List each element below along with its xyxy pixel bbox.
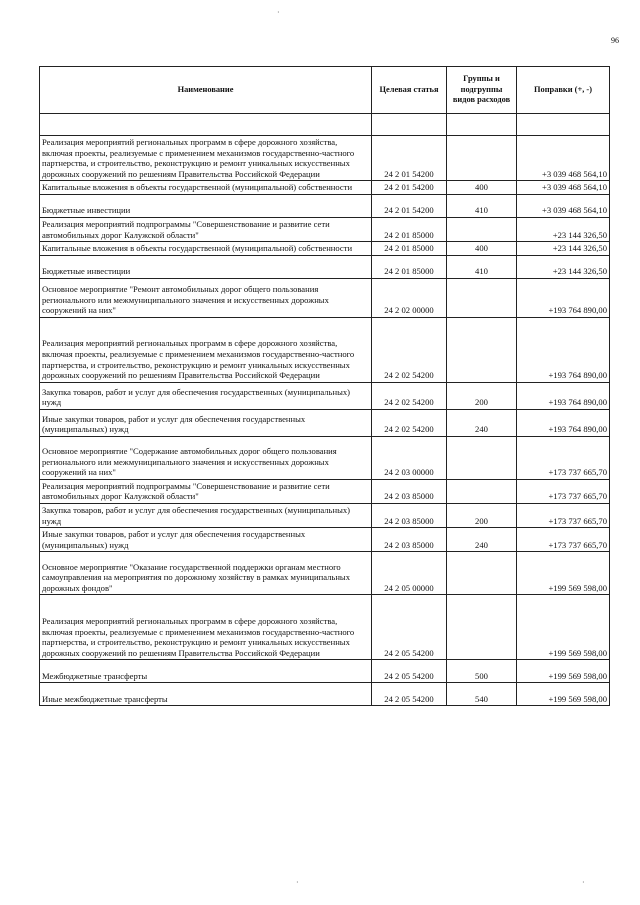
row-group bbox=[447, 595, 517, 660]
header-name: Наименование bbox=[40, 67, 372, 114]
row-group bbox=[447, 136, 517, 181]
table-row bbox=[40, 382, 610, 409]
row-group: 240 bbox=[447, 528, 517, 552]
row-code: 24 2 01 85000 bbox=[372, 242, 447, 256]
row-amount: +173 737 665,70 bbox=[517, 479, 610, 503]
table-row bbox=[40, 194, 610, 217]
header-group: Группы и подгруппы видов расходов bbox=[447, 67, 517, 114]
row-amount: +199 569 598,00 bbox=[517, 683, 610, 706]
row-amount: +173 737 665,70 bbox=[517, 503, 610, 527]
row-name: Капитальные вложения в объекты государственной (муниципальной) собственности bbox=[40, 242, 372, 256]
table-row bbox=[40, 528, 610, 552]
row-amount: +199 569 598,00 bbox=[517, 660, 610, 683]
table-row bbox=[40, 278, 610, 317]
row-code: 24 2 05 54200 bbox=[372, 683, 447, 706]
row-code: 24 2 03 85000 bbox=[372, 479, 447, 503]
row-group bbox=[447, 436, 517, 479]
table-row bbox=[40, 552, 610, 595]
table-row bbox=[40, 255, 610, 278]
row-code: 24 2 02 54200 bbox=[372, 409, 447, 436]
row-code: 24 2 01 54200 bbox=[372, 181, 447, 195]
header-amount: Поправки (+, -) bbox=[517, 67, 610, 114]
table-row bbox=[40, 503, 610, 527]
row-group bbox=[447, 317, 517, 382]
row-name: Капитальные вложения в объекты государственной (муниципальной) собственности bbox=[40, 181, 372, 195]
row-group: 540 bbox=[447, 683, 517, 706]
row-code: 24 2 03 85000 bbox=[372, 528, 447, 552]
table-row bbox=[40, 136, 610, 181]
row-amount: +199 569 598,00 bbox=[517, 552, 610, 595]
row-code: 24 2 05 54200 bbox=[372, 595, 447, 660]
row-name: Иные закупки товаров, работ и услуг для обеспечения государственных (муниципальных) нужд bbox=[40, 409, 372, 436]
table-row bbox=[40, 317, 610, 382]
row-amount: +199 569 598,00 bbox=[517, 595, 610, 660]
row-amount: +193 764 890,00 bbox=[517, 317, 610, 382]
row-code: 24 2 02 00000 bbox=[372, 278, 447, 317]
row-name: Реализация мероприятий региональных программ в сфере дорожного хозяйства, включая проекты, реализуемые с применением механизмов государственно-частного партнерства, и строительство, реконструкцию и ремонт уникальных искусственных дорожных сооружений по решениям Правительства Российской Федерации bbox=[40, 136, 372, 181]
table-row bbox=[40, 683, 610, 706]
table-row bbox=[40, 181, 610, 195]
row-code: 24 2 05 00000 bbox=[372, 552, 447, 595]
row-code: 24 2 02 54200 bbox=[372, 317, 447, 382]
row-amount: +193 764 890,00 bbox=[517, 382, 610, 409]
table-row bbox=[40, 242, 610, 256]
row-name: Реализация мероприятий региональных программ в сфере дорожного хозяйства, включая проекты, реализуемые с применением механизмов государственно-частного партнерства, и строительство, реконструкцию и ремонт уникальных искусственных дорожных сооружений по решениям Правительства Российской Федерации bbox=[40, 595, 372, 660]
row-name: Бюджетные инвестиции bbox=[40, 194, 372, 217]
row-name: Бюджетные инвестиции bbox=[40, 255, 372, 278]
row-name: Реализация мероприятий подпрограммы "Совершенствование и развитие сети автомобильных дорог Калужской области" bbox=[40, 479, 372, 503]
row-name: Реализация мероприятий региональных программ в сфере дорожного хозяйства, включая проекты, реализуемые с применением механизмов государственно-частного партнерства, и строительство, реконструкцию и ремонт уникальных искусственных дорожных сооружений по решениям Правительства Российской Федерации bbox=[40, 317, 372, 382]
row-code: 24 2 01 85000 bbox=[372, 217, 447, 241]
row-group: 200 bbox=[447, 382, 517, 409]
row-amount: +23 144 326,50 bbox=[517, 217, 610, 241]
row-amount: +23 144 326,50 bbox=[517, 255, 610, 278]
row-group: 240 bbox=[447, 409, 517, 436]
row-group: 200 bbox=[447, 503, 517, 527]
row-name: Основное мероприятие "Ремонт автомобильных дорог общего пользования регионального или межмуниципального значения и искусственных дорожных сооружений на них" bbox=[40, 278, 372, 317]
table-header-row bbox=[40, 67, 610, 114]
row-amount: +193 764 890,00 bbox=[517, 409, 610, 436]
row-name: Реализация мероприятий подпрограммы "Совершенствование и развитие сети автомобильных дорог Калужской области" bbox=[40, 217, 372, 241]
row-group bbox=[447, 479, 517, 503]
table-row bbox=[40, 436, 610, 479]
row-group: 400 bbox=[447, 242, 517, 256]
row-name: Закупка товаров, работ и услуг для обеспечения государственных (муниципальных) нужд bbox=[40, 382, 372, 409]
row-amount: +173 737 665,70 bbox=[517, 436, 610, 479]
row-name: Иные закупки товаров, работ и услуг для обеспечения государственных (муниципальных) нужд bbox=[40, 528, 372, 552]
row-code: 24 2 01 54200 bbox=[372, 194, 447, 217]
row-group bbox=[447, 278, 517, 317]
header-code: Целевая статья bbox=[372, 67, 447, 114]
row-code: 24 2 01 85000 bbox=[372, 255, 447, 278]
row-name: Закупка товаров, работ и услуг для обеспечения государственных (муниципальных) нужд bbox=[40, 503, 372, 527]
row-code: 24 2 03 00000 bbox=[372, 436, 447, 479]
row-name: Межбюджетные трансферты bbox=[40, 660, 372, 683]
row-amount: +3 039 468 564,10 bbox=[517, 136, 610, 181]
row-amount: +173 737 665,70 bbox=[517, 528, 610, 552]
row-code: 24 2 01 54200 bbox=[372, 136, 447, 181]
row-amount: +193 764 890,00 bbox=[517, 278, 610, 317]
row-amount: +3 039 468 564,10 bbox=[517, 194, 610, 217]
row-group: 500 bbox=[447, 660, 517, 683]
table-row bbox=[40, 217, 610, 241]
row-code: 24 2 02 54200 bbox=[372, 382, 447, 409]
page-number: 96 bbox=[611, 36, 619, 45]
row-group bbox=[447, 217, 517, 241]
scan-mark: · bbox=[277, 8, 280, 17]
table-row bbox=[40, 479, 610, 503]
scan-mark: · bbox=[582, 878, 585, 887]
row-name: Иные межбюджетные трансферты bbox=[40, 683, 372, 706]
table-spacer-row bbox=[40, 114, 610, 136]
row-group bbox=[447, 552, 517, 595]
row-group: 400 bbox=[447, 181, 517, 195]
table-row bbox=[40, 595, 610, 660]
table-row bbox=[40, 409, 610, 436]
row-amount: +3 039 468 564,10 bbox=[517, 181, 610, 195]
row-name: Основное мероприятие "Содержание автомобильных дорог общего пользования регионального или межмуниципального значения и искусственных дорожных сооружений на них" bbox=[40, 436, 372, 479]
row-group: 410 bbox=[447, 194, 517, 217]
table-row bbox=[40, 660, 610, 683]
row-amount: +23 144 326,50 bbox=[517, 242, 610, 256]
row-group: 410 bbox=[447, 255, 517, 278]
row-code: 24 2 05 54200 bbox=[372, 660, 447, 683]
row-name: Основное мероприятие "Оказание государственной поддержки органам местного самоуправления на мероприятия по дорожному хозяйству в рамках муниципальных дорожных фондов" bbox=[40, 552, 372, 595]
row-code: 24 2 03 85000 bbox=[372, 503, 447, 527]
scan-mark: · bbox=[296, 878, 299, 887]
budget-table bbox=[39, 66, 610, 706]
